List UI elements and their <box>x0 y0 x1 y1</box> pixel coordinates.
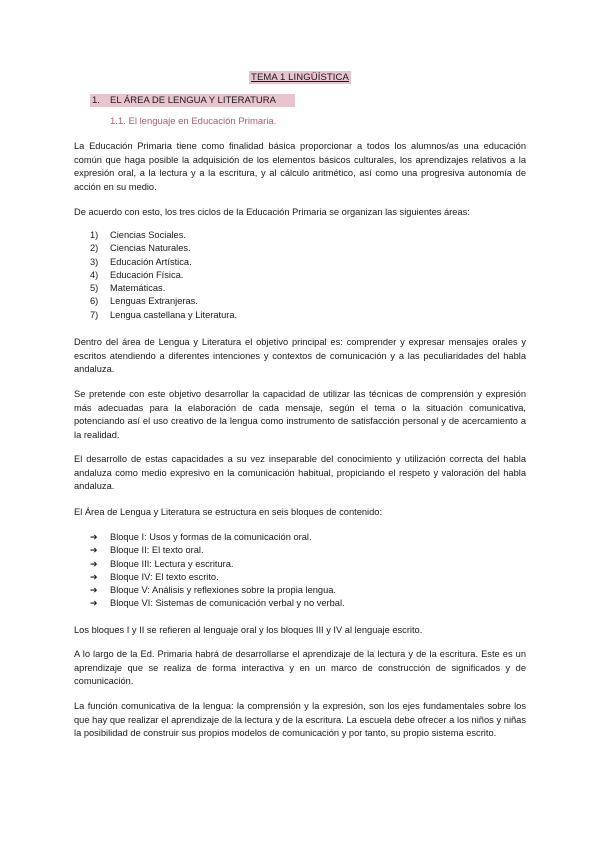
paragraph-techniques: Se pretende con este objetivo desarrollar la capacidad de utilizar las técnicas de comprensión y expresión más adecuadas para la elaboración de cada mensaje, según el tema o la situación comunicativa, potenciando así el uso creativo de la lengua como instrumento de satisfacción personal y de acercamiento a la realidad. <box>74 389 526 440</box>
list-text: Educación Física. <box>110 269 184 280</box>
list-text: Lengua castellana y Literatura. <box>110 309 238 320</box>
list-text: Bloque IV: El texto escrito. <box>110 571 219 582</box>
arrow-right-icon: ➔ <box>90 598 98 609</box>
arrow-right-icon: ➔ <box>90 571 98 582</box>
list-item <box>90 597 345 610</box>
arrow-right-icon: ➔ <box>90 532 98 542</box>
paragraph-aprendizaje: A lo largo de la Ed. Primaria habrá de desarrollarse el aprendizaje de la lectura y de la escritura. Este es un aprendizaje que se realiza de forma interactiva y en un marco de construcción de significados y de comunicación. <box>74 649 526 686</box>
section-number: 1. <box>92 95 100 106</box>
list-text: Bloque VI: Sistemas de comunicación verbal y no verbal. <box>110 598 345 609</box>
paragraph-funcion: La función comunicativa de la lengua: la comprensión y la expresión, son los ejes fundamentales sobre los que hay que realizar el aprendizaje de la lectura y de la escritura. La escuela debe ofrecer a los niños y niñas la posibilidad de construir sus propios modelos de comunicación y por tanto, su propio sistema escrito. <box>74 701 526 738</box>
paragraph-oral-escrito: Los bloques I y II se refieren al lenguaje oral y los bloques III y IV al lenguaje escrito. <box>74 625 423 635</box>
list-number: 2) <box>90 243 99 254</box>
list-item <box>90 571 345 584</box>
list-text: Educación Artística. <box>110 256 192 267</box>
section-heading <box>90 94 295 107</box>
list-text: Bloque I: Usos y formas de la comunicación oral. <box>110 532 312 542</box>
list-item <box>90 295 237 308</box>
list-item <box>90 531 345 544</box>
arrow-right-icon: ➔ <box>90 558 98 569</box>
subsection-heading: 1.1. El lenguaje en Educación Primaria. <box>110 116 277 127</box>
list-item <box>90 309 237 322</box>
list-text: Matemáticas. <box>110 283 166 294</box>
list-item <box>90 269 237 282</box>
document-title <box>0 72 600 83</box>
document-title-text: TEMA 1 LINGÜÍSTICA <box>251 72 349 83</box>
arrow-right-icon: ➔ <box>90 585 98 596</box>
bloques-list <box>90 531 345 611</box>
list-number: 3) <box>90 256 99 267</box>
list-number: 5) <box>90 283 99 294</box>
list-text: Bloque III: Lectura y escritura. <box>110 558 234 569</box>
list-item <box>90 584 345 597</box>
paragraph-objective: Dentro del área de Lengua y Literatura el objetivo principal es: comprender y expresar mensajes orales y escritos atendiendo a diferentes intenciones y contextos de comunicación y a las peculiaridades del habla andaluza. <box>74 337 526 374</box>
list-item <box>90 544 345 557</box>
list-text: Bloque II: El texto oral. <box>110 545 204 556</box>
list-item <box>90 558 345 571</box>
arrow-right-icon: ➔ <box>90 545 98 556</box>
list-text: Bloque V: Análisis y reflexiones sobre la propia lengua. <box>110 585 337 596</box>
areas-list <box>90 229 237 322</box>
list-number: 7) <box>90 309 99 320</box>
list-number: 4) <box>90 269 99 280</box>
list-text: Ciencias Sociales. <box>110 230 186 240</box>
list-item <box>90 229 237 242</box>
paragraph-intro: La Educación Primaria tiene como finalidad básica proporcionar a todos los alumnos/as una educación común que haga posible la adquisición de los elementos básicos culturales, los aprendizajes relativos a la expresión oral, a la lectura y a la escritura, y al cálculo aritmético, así como una progresiva autonomía de acción en su medio. <box>74 141 526 192</box>
list-item <box>90 256 237 269</box>
list-text: Ciencias Naturales. <box>110 243 191 254</box>
list-item <box>90 282 237 295</box>
paragraph-areas-lead: De acuerdo con esto, los tres ciclos de la Educación Primaria se organizan las siguientes áreas: <box>74 207 470 217</box>
list-item <box>90 242 237 255</box>
section-title: EL ÁREA DE LENGUA Y LITERATURA <box>110 95 276 106</box>
list-number: 6) <box>90 296 99 307</box>
paragraph-andaluza: El desarrollo de estas capacidades a su vez inseparable del conocimiento y utilización correcta del habla andaluza como medio expresivo en la comunicación habitual, propiciando el respeto y valoración del habla andaluza. <box>74 454 526 491</box>
paragraph-blocks-lead: El Área de Lengua y Literatura se estructura en seis bloques de contenido: <box>74 507 383 517</box>
list-number: 1) <box>90 230 99 240</box>
list-text: Lenguas Extranjeras. <box>110 296 198 307</box>
